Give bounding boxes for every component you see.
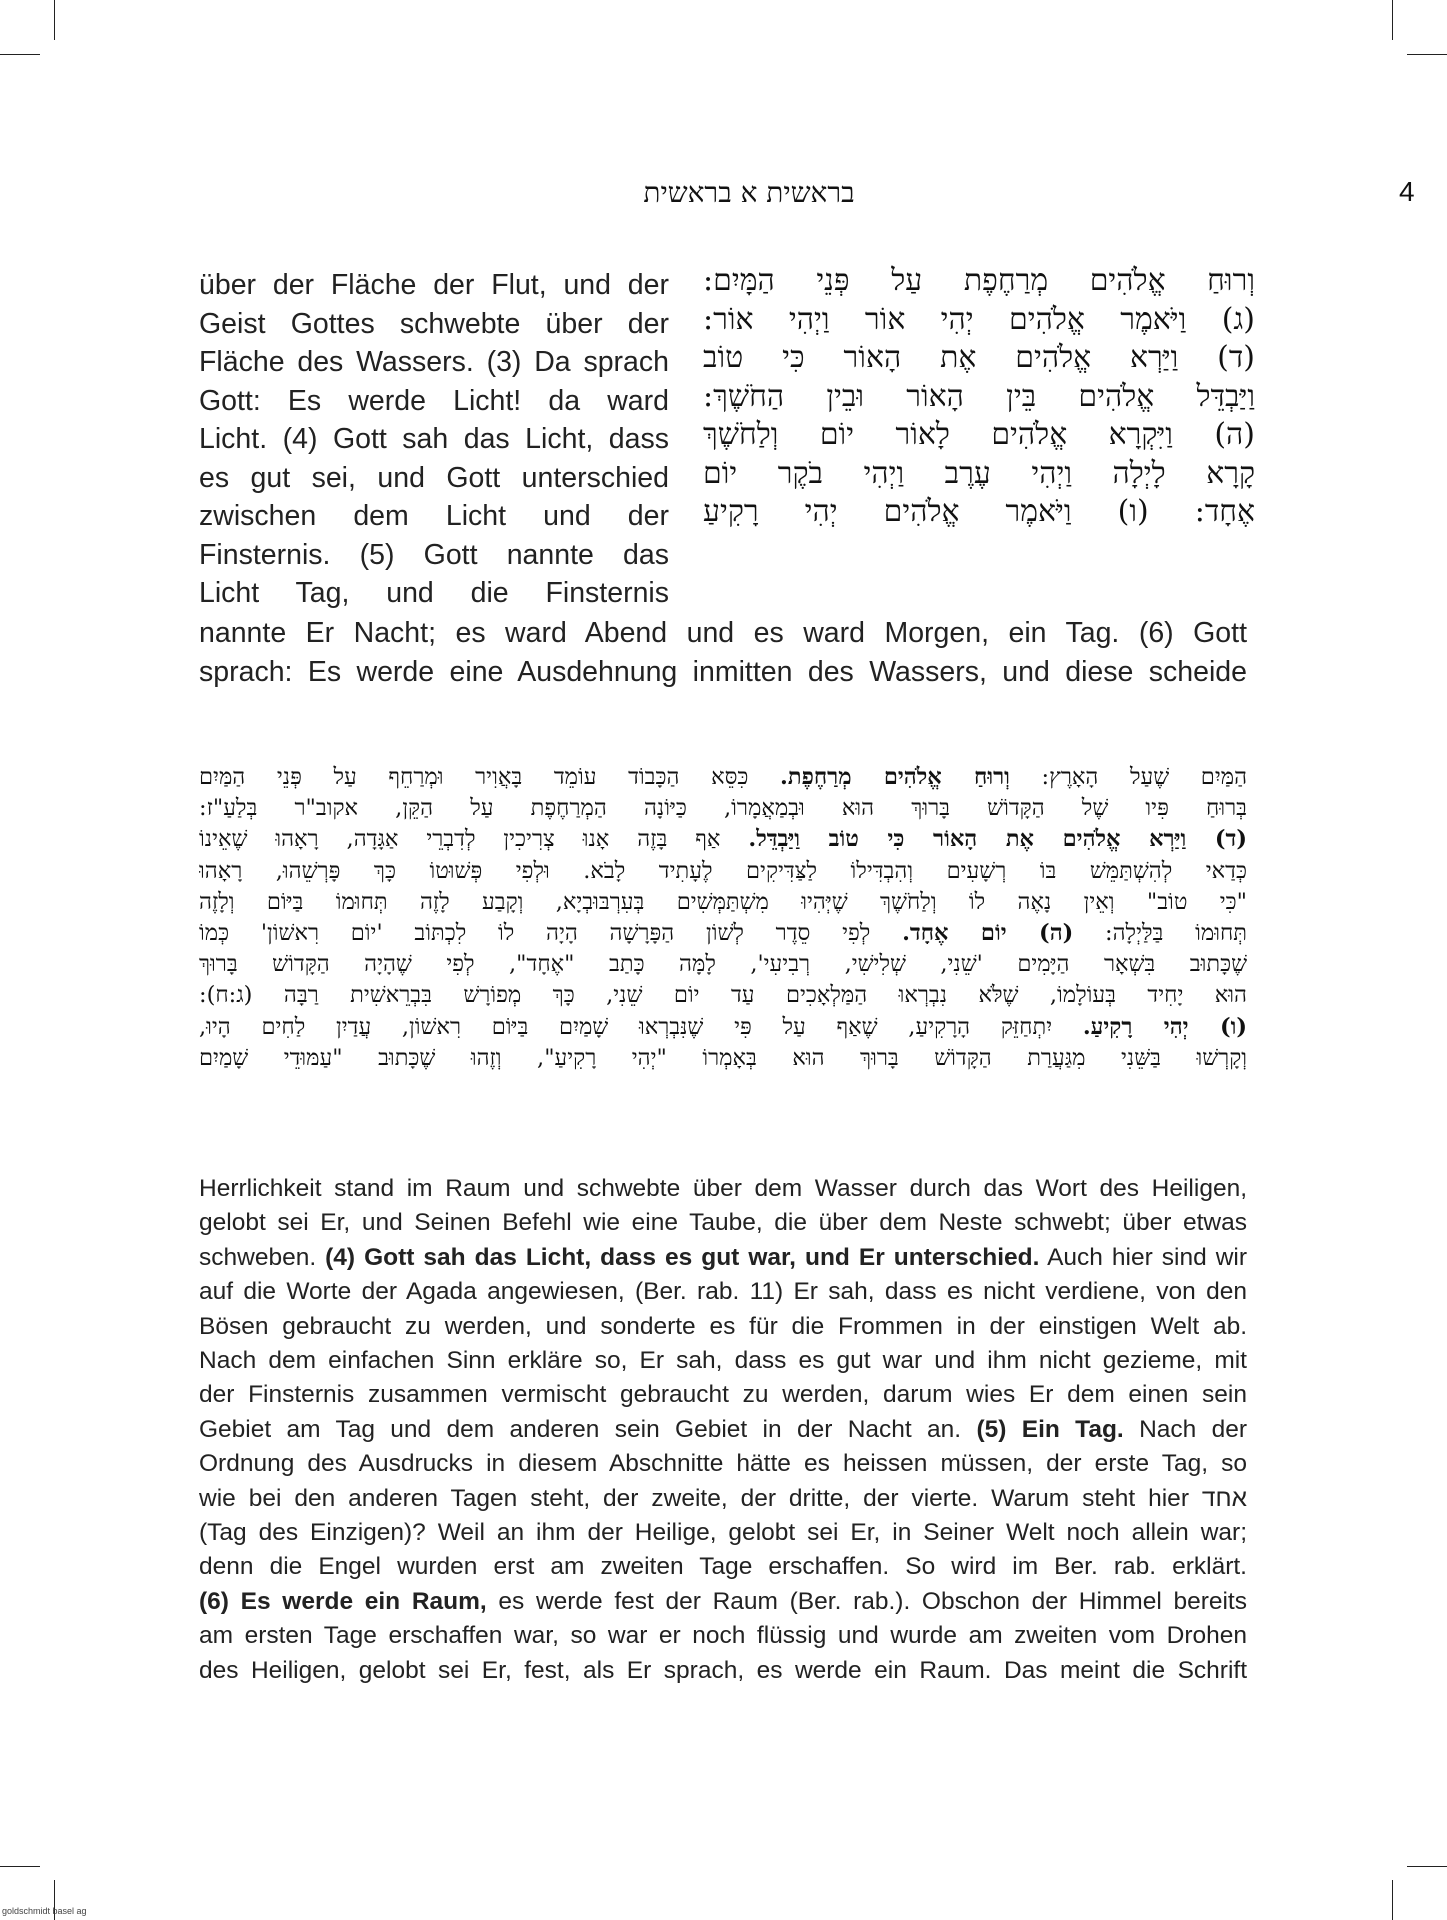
commentary-text: Auch hier sind wir [1039, 1243, 1247, 1271]
german-commentary-line [199, 1344, 1247, 1378]
german-verse-line: Geist Gottes schwebte über der [199, 307, 669, 340]
commentary-text: schweben. [199, 1243, 326, 1271]
crop-mark-right-bottom [1407, 1866, 1447, 1867]
commentary-text: בְּרוּחַ פִּיו שֶׁל הַקָּדוֹשׁ בָּרוּךְ הוּא וּבְמַאֲמָרוֹ, כַּיּוֹנָה הַמְרַחֶפֶת עַל הַקֵּן, אקוב"ר בְּלַעַ"ז: [199, 795, 1247, 822]
german-verse-wide-block [199, 614, 1247, 691]
printer-imprint: goldschmidt basel ag [2, 1906, 87, 1916]
page-header [199, 176, 1415, 224]
hebrew-commentary-line [199, 949, 1247, 980]
hebrew-verse-line: (ה) וַיִּקְרָא אֱלֹהִים לָאוֹר יוֹם וְלַחֹשֶׁךְ [703, 417, 1255, 452]
german-commentary-line [199, 1413, 1247, 1447]
german-verse-line: über der Fläche der Flut, und der [199, 269, 669, 301]
commentary-text: לְפִי סֵדֶר לְשׁוֹן הַפָּרָשָׁה הָיָה לוֹ לִכְתּוֹב 'יוֹם רִאשׁוֹן' כְּמוֹ [199, 920, 903, 947]
lemma-bold: וְרוּחַ אֱלֹהִים מְרַחֶפֶת. [780, 764, 1010, 790]
running-head: בראשית א בראשית [643, 176, 855, 209]
commentary-text: des Heiligen, gelobt sei Er, fest, als Er sprach, es werde ein Raum. Das meint die Schrift [199, 1656, 1247, 1684]
german-commentary-line [199, 1275, 1247, 1309]
commentary-text: Nach der [1123, 1415, 1247, 1443]
german-verse-line: es gut sei, und Gott unterschied [199, 461, 669, 494]
commentary-text: auf die Worte der Agada angewiesen, (Ber. rab. 11) Er sah, dass es nicht verdiene, von den [199, 1278, 1247, 1306]
commentary-text: am ersten Tage erschaffen war, so war er noch flüssig und wurde am zweiten vom Drohen [199, 1622, 1247, 1650]
commentary-text: הוּא יָחִיד בְּעוֹלָמוֹ, שֶׁלֹּא נִבְרְאוּ הַמַּלְאָכִים עַד יוֹם שֵׁנִי, כָּךְ מְפוֹרָשׁ בִּבְרֵאשִׁית רַבָּה (ג:ח): [199, 982, 1247, 1009]
lemma-bold: (6) Es werde ein Raum, [199, 1587, 487, 1615]
commentary-text: (Tag des Einzigen)? Weil an ihm der Heilige, gelobt sei Er, in Seiner Welt noch allein war; [199, 1519, 1247, 1547]
crop-mark-bottom-right [1392, 1880, 1393, 1920]
lemma-bold: (5) Ein Tag. [976, 1415, 1124, 1443]
hebrew-verse-line: (ד) וַיַּרְא אֱלֹהִים אֶת הָאוֹר כִּי טוֹב [703, 340, 1255, 375]
commentary-text: וְקָרְשׁוּ בַּשֵּׁנִי מִגַּעֲרַת הַקָּדוֹשׁ בָּרוּךְ הוּא בְּאָמְרוֹ "יְהִי רָקִיעַ", וְזֶהוּ שֶׁכָּתוּב "עַמּוּדֵי שָׁמַיִם [199, 1044, 1247, 1071]
crop-mark-left-top [0, 54, 40, 55]
page-number: 4 [1399, 176, 1415, 207]
german-verse-line: nannte Er Nacht; es ward Abend und es ward Morgen, ein Tag. (6) Gott [199, 617, 1247, 649]
hebrew-commentary-line [199, 824, 1247, 855]
hebrew-verse-line: קָרָא לָיְלָה וַיְהִי עֶרֶב וַיְהִי בֹקֶר יוֹם [703, 455, 1255, 491]
lemma-bold: (ו) יְהִי רָקִיעַ. [1082, 1013, 1247, 1040]
german-commentary-line [199, 1172, 1247, 1206]
german-commentary-line [199, 1378, 1247, 1412]
hebrew-commentary-line [199, 1043, 1247, 1074]
german-commentary-line [199, 1585, 1247, 1619]
german-verse-line: Licht Tag, und die Finsternis [199, 577, 669, 609]
german-commentary-line [199, 1619, 1247, 1653]
commentary-text: שֶׁכָּתוּב בִּשְׁאָר הַיָּמִים 'שֵׁנִי, שְׁלִישִׁי, רְבִיעִי', לָמָּה כָּתַב "אֶחָד", לְפִי שֶׁהָיָה הַקָּדוֹשׁ בָּרוּךְ [199, 951, 1247, 978]
commentary-text: תְּחוּמוֹ בַּלַּיְלָה: [1073, 920, 1247, 947]
commentary-text: gelobt sei Er, und Seinen Befehl wie eine Taube, die über dem Neste schwebt; über etwas [199, 1209, 1247, 1237]
commentary-text: wie bei den anderen Tagen steht, der zweite, der dritte, der vierte. Warum steht hier אחד [199, 1484, 1247, 1512]
german-commentary-line [199, 1447, 1247, 1481]
crop-mark-top-right [1392, 0, 1393, 40]
commentary-text: יִתְחַזֵּק הָרָקִיעַ, שֶׁאַף עַל פִּי שֶׁנִּבְרְאוּ שָׁמַיִם בַּיּוֹם רִאשׁוֹן, עֲדַיִן לַחִים הָיוּ, [199, 1013, 1083, 1040]
hebrew-commentary-line [199, 762, 1247, 793]
german-verse-line: sprach: Es werde eine Ausdehnung inmitten des Wassers, und diese scheide [199, 655, 1247, 688]
lemma-bold: (ד) וַיַּרְא אֱלֹהִים אֶת הָאוֹר כִּי טוֹב וַיַּבְדֵּל. [748, 826, 1247, 853]
commentary-text: Ordnung des Ausdrucks in diesem Abschnitte hätte es heissen müssen, der erste Tag, so [199, 1450, 1247, 1478]
commentary-text: "כִּי טוֹב" וְאֵין נָאֶה לוֹ וְלַחֹשֶׁךְ שֶׁיְּהִיוּ מִשְׁתַּמְּשִׁים בְּעִרְבּוּבְיָא, וְקָבַע לָזֶה תְּחוּמוֹ בַּיּוֹם וְלָזֶה [199, 888, 1247, 915]
hebrew-verse-line: וְרוּחַ אֱלֹהִים מְרַחֶפֶת עַל פְּנֵי הַמָּיִם: [703, 263, 1255, 298]
hebrew-commentary-line [199, 793, 1247, 824]
german-commentary-line [199, 1482, 1247, 1516]
hebrew-verse-block [703, 262, 1255, 532]
lemma-bold: (4) Gott sah das Licht, dass es gut war, und Er unterschied. [325, 1243, 1040, 1271]
german-commentary-block [199, 1172, 1247, 1688]
hebrew-verse-line: וַיַּבְדֵּל אֱלֹהִים בֵּין הָאוֹר וּבֵין הַחֹשֶׁךְ: [703, 378, 1255, 414]
crop-mark-left-bottom [0, 1866, 40, 1867]
commentary-text: אַף בָּזֶה אָנוּ צְרִיכִין לְדִבְרֵי אַגָּדָה, רָאָהוּ שֶׁאֵינוֹ [199, 826, 749, 853]
hebrew-verse-line: (ג) וַיֹּאמֶר אֱלֹהִים יְהִי אוֹר וַיְהִי אוֹר: [703, 301, 1255, 337]
hebrew-commentary-line [199, 887, 1247, 918]
german-verse-block [199, 266, 669, 613]
hebrew-commentary-line [199, 856, 1247, 887]
lemma-bold: (ה) יוֹם אֶחָד. [902, 920, 1074, 947]
german-commentary-line [199, 1206, 1247, 1240]
commentary-text: Nach dem einfachen Sinn erkläre so, Er sah, dass es gut war und ihm nicht gezieme, mit [199, 1347, 1247, 1375]
german-verse-line: Finsternis. (5) Gott nannte das [199, 538, 669, 571]
commentary-text: Bösen gebraucht zu werden, und sonderte es für die Frommen in der einstigen Welt ab. [199, 1312, 1247, 1340]
crop-mark-top-left [54, 0, 55, 40]
commentary-text: כְּדַאי לְהִשְׁתַּמֵּשׁ בּוֹ רְשָׁעִים וְהִבְדִּילוֹ לַצַּדִּיקִים לֶעָתִיד לָבֹא. וּלְפִי פְּשׁוּטוֹ כָּךְ פָּרְשֵׁהוּ, רָאָהוּ [199, 857, 1247, 884]
german-commentary-line [199, 1241, 1247, 1275]
hebrew-commentary-line [199, 918, 1247, 949]
commentary-text: denn die Engel wurden erst am zweiten Tage erschaffen. So wird im Ber. rab. erklärt. [199, 1553, 1247, 1581]
hebrew-verse-line: אֶחָד: (ו) וַיֹּאמֶר אֱלֹהִים יְהִי רָקִיעַ [703, 494, 1255, 529]
german-verse-line: Licht. (4) Gott sah das Licht, dass [199, 423, 669, 455]
german-commentary-line [199, 1310, 1247, 1344]
german-commentary-line [199, 1654, 1247, 1688]
german-verse-line: zwischen dem Licht und der [199, 500, 669, 532]
german-commentary-line [199, 1516, 1247, 1550]
german-verse-line: Gott: Es werde Licht! da ward [199, 384, 669, 417]
german-verse-line: Fläche des Wassers. (3) Da sprach [199, 346, 669, 378]
german-commentary-line [199, 1550, 1247, 1584]
commentary-text: Gebiet am Tag und dem anderen sein Gebiet in der Nacht an. [199, 1415, 977, 1443]
hebrew-commentary-line [199, 1012, 1247, 1043]
crop-mark-right-top [1407, 54, 1447, 55]
hebrew-commentary-block [199, 762, 1247, 1074]
commentary-text: הַמַּיִם שֶׁעַל הָאָרֶץ: [1009, 764, 1247, 790]
commentary-text: der Finsternis zusammen vermischt gebraucht zu werden, darum wies Er dem einen sein [199, 1381, 1247, 1409]
commentary-text: כִּסֵּא הַכָּבוֹד עוֹמֵד בָּאֲוִיר וּמְרַחֵף עַל פְּנֵי הַמַּיִם [199, 764, 781, 790]
commentary-text: Herrlichkeit stand im Raum und schwebte über dem Wasser durch das Wort des Heiligen, [199, 1175, 1247, 1202]
commentary-text: es werde fest der Raum (Ber. rab.). Obschon der Himmel bereits [486, 1587, 1247, 1615]
hebrew-commentary-line [199, 980, 1247, 1011]
